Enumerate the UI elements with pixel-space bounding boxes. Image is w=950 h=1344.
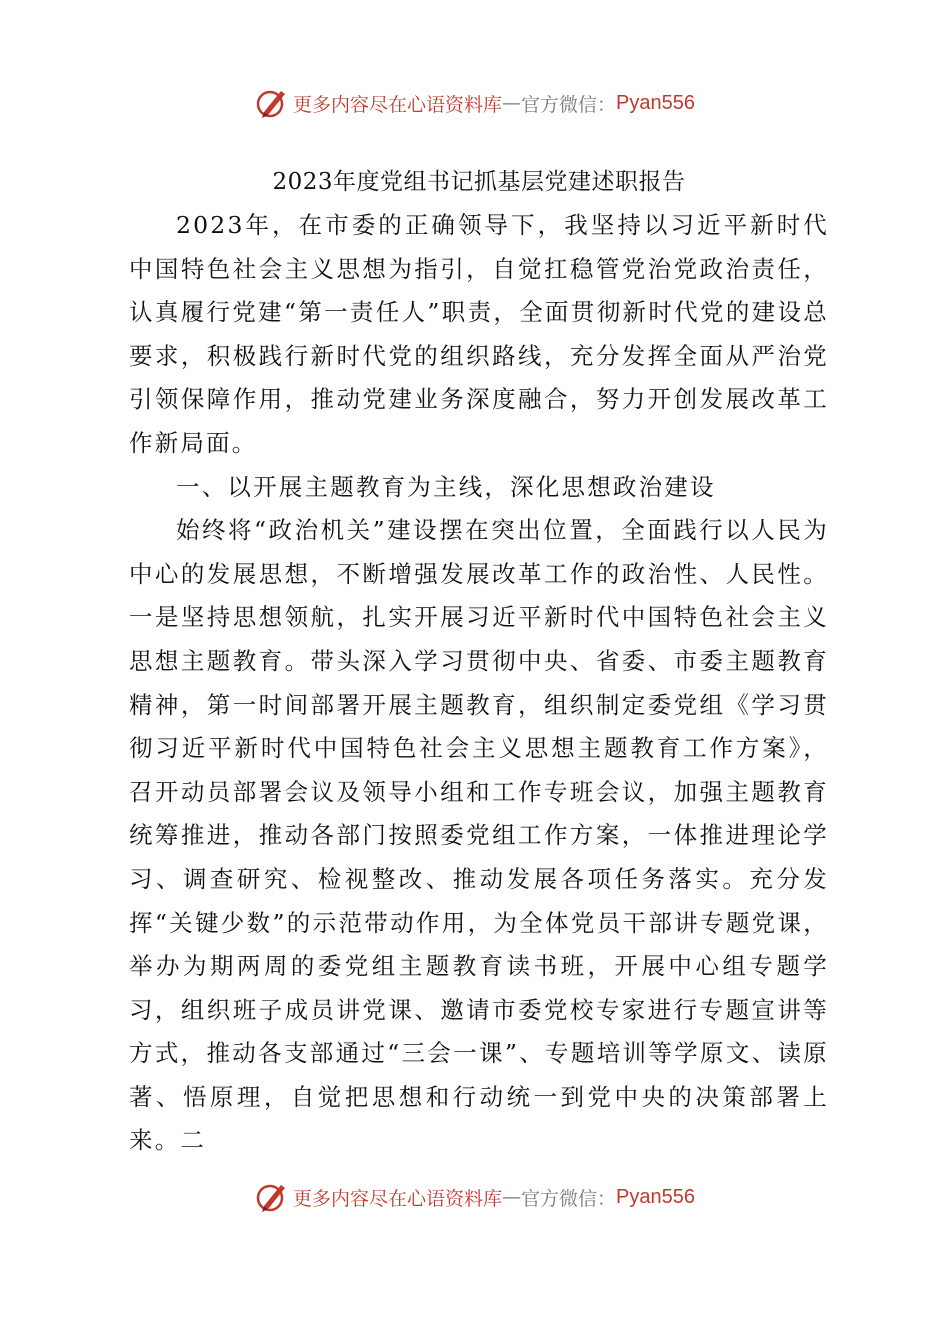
section-1-heading: 一、以开展主题教育为主线，深化思想政治建设 xyxy=(176,472,716,501)
banner-contact-label: 官方微信： xyxy=(521,93,617,116)
banner-contact-id: Pyan556 xyxy=(616,91,695,114)
section-1-paragraph: 始终将“政治机关”建设摆在突出位置，全面践行以人民为中心的发展思想，不断增强发展改革工作的政治性、人民性。一是坚持思想领航，扎实开展习近平新时代中国特色社会主义思想主题教育。带头深入学习贯彻中央、省委、市委主题教育精神，第一时间部署开展主题教育，组织制定委党组《学习贯彻习近平新时代中国特色社会主义思想主题教育工作方案》，召开动员部署会议及领导小组和工作专班会议，加强主题教育统筹推进，推动各部门按照委党组工作方案，一体推进理论学习、调查研究、检视整改、推动发展各项任务落实。充分发挥“关键少数”的示范带动作用，为全体党员干部讲专题党课，举办为期两周的委党组主题教育读书班，开展中心组专题学习，组织班子成员讲党课、邀请市委党校专家进行专题宣讲等方式，推动各支部通过“三会一课”、专题培训等学原文、读原著、悟原理，自觉把思想和行动统一到党中央的决策部署上来。二 xyxy=(129,516,829,1155)
document-body xyxy=(129,160,829,1163)
footer-watermark-banner xyxy=(0,1172,950,1222)
pen-logo-icon xyxy=(255,85,289,121)
pen-logo-icon xyxy=(255,1179,289,1215)
header-watermark-banner xyxy=(0,78,950,128)
banner-contact-id: Pyan556 xyxy=(616,1185,695,1208)
banner-separator: — xyxy=(502,1186,522,1208)
banner-brand-text: 更多内容尽在心语资料库 xyxy=(293,1187,503,1210)
banner-separator: — xyxy=(502,92,522,114)
banner-contact-label: 官方微信： xyxy=(521,1187,617,1210)
document-title: 2023年度党组书记抓基层党建述职报告 xyxy=(272,169,686,195)
intro-paragraph: 2023年，在市委的正确领导下，我坚持以习近平新时代中国特色社会主义思想为指引，自觉扛稳管党治党政治责任，认真履行党建“第一责任人”职责，全面贯彻新时代党的建设总要求，积极践行新时代党的组织路线，充分发挥全面从严治党引领保障作用，推动党建业务深度融合，努力开创发展改革工作新局面。 xyxy=(129,211,829,457)
banner-brand-text: 更多内容尽在心语资料库 xyxy=(293,93,503,116)
